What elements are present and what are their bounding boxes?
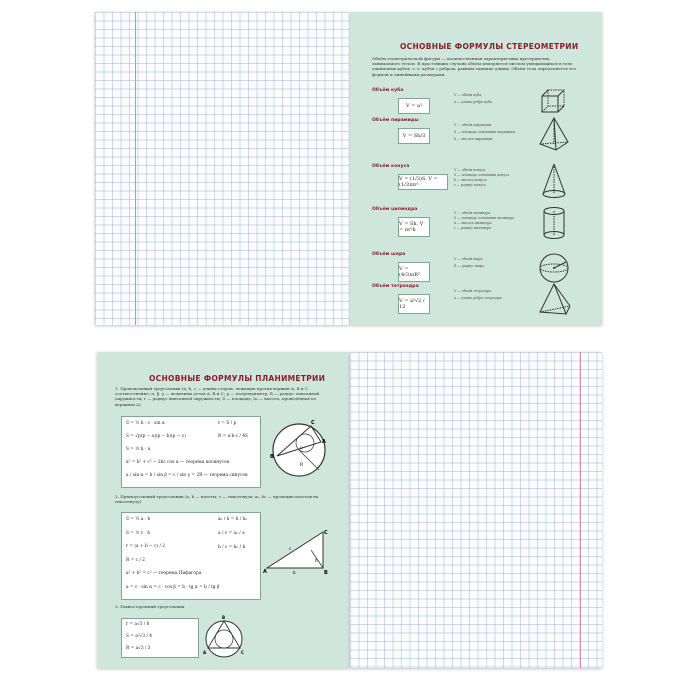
section-heading: Объём пирамиды xyxy=(372,118,419,123)
page-title: ОСНОВНЫЕ ФОРМУЛЫ СТЕРЕОМЕТРИИ xyxy=(400,42,579,51)
svg-text:A: A xyxy=(203,650,207,655)
formula-box: V = (1/3)S, V = (1/3)πr² xyxy=(398,174,448,190)
formula-line: S = ½ b · c · sin α xyxy=(126,421,165,426)
triangle-circumcircle-figure xyxy=(267,416,327,480)
equilateral-triangle-figure xyxy=(201,614,247,660)
formula-line: r = a√3 / 6 xyxy=(126,622,150,627)
section-3-text: 3. Равносторонний треугольник xyxy=(115,604,185,609)
formula-description: V — объём пирамиды S — площадь основания пирамиды h — высота пирамиды xyxy=(454,123,516,141)
svg-text:R: R xyxy=(300,463,304,468)
formula-description: V — объём куба a — длина ребра куба xyxy=(454,93,493,104)
svg-text:C: C xyxy=(324,530,328,536)
formula-line: a² + b² = c² — теорема Пифагора xyxy=(126,571,202,576)
formula-line: a = c · sin α = c · cos β = b · tg α = b / tg β xyxy=(126,584,220,590)
notebook-page-grid-top-left xyxy=(95,12,349,325)
formula-box-3 xyxy=(121,618,199,658)
formula-line: S = ½ a · b xyxy=(126,517,151,522)
formula-box: V = a³√2 / 12 xyxy=(398,294,430,314)
stereometry-page xyxy=(350,12,602,325)
formula-line: S = √p(p − a)(p − b)(p − c) xyxy=(126,434,186,439)
svg-text:O: O xyxy=(300,446,303,450)
cylinder-icon xyxy=(536,205,572,241)
svg-text:A: A xyxy=(263,569,267,575)
svg-text:h: h xyxy=(315,558,318,563)
notebook-page-grid-bottom-right xyxy=(350,352,602,668)
svg-text:C: C xyxy=(241,650,244,655)
formula-line: R = a·b·c / 4S xyxy=(218,434,248,439)
planimetry-page xyxy=(97,352,349,668)
formula-box: V = a³ xyxy=(398,98,430,114)
section-heading: Объём цилиндра xyxy=(372,207,418,212)
section-heading: Объём конуса xyxy=(372,164,410,169)
formula-line: r = (a + b − c) / 2 xyxy=(126,544,166,549)
page-title: ОСНОВНЫЕ ФОРМУЛЫ ПЛАНИМЕТРИИ xyxy=(149,374,326,383)
margin-line xyxy=(580,352,581,668)
formula-line: a² = b² + c² − 2bc cos α — теорема косинусов xyxy=(126,460,230,465)
formula-box: V = Sh, V = πr²h xyxy=(398,217,430,237)
svg-text:C: C xyxy=(311,420,315,426)
formula-description: V — объём конуса S — площадь основания конуса h — высота конуса r — радиус конуса xyxy=(454,168,510,187)
svg-text:B: B xyxy=(324,570,328,576)
formula-box: V = Sh/3 xyxy=(398,128,430,144)
section-heading: Объём куба xyxy=(372,88,404,93)
section-heading: Объём шара xyxy=(372,252,406,257)
formula-line: R = a√3 / 3 xyxy=(126,646,151,651)
section-heading: Объём тетраэдра xyxy=(372,284,419,289)
pyramid-icon xyxy=(536,116,572,152)
intro-text: Объём геометрической фигуры — количественная характеристика пространства, занимаемого телом. В простейших случаях объём измеряется числом умещающихся в теле единичных кубов, т. е. кубов с ребром, равным единице длины. Объём тела определяется его формой и линейными размерами. xyxy=(372,56,576,77)
formula-line: a / c = aₙ / a xyxy=(218,531,245,536)
formula-line: S = a²√3 / 4 xyxy=(126,634,152,639)
svg-text:B: B xyxy=(270,454,274,460)
svg-text:A: A xyxy=(322,439,326,445)
right-triangle-figure xyxy=(263,528,331,576)
cone-icon xyxy=(536,162,572,198)
formula-box: V = (4/3)πR³ xyxy=(398,262,430,282)
formula-line: aₙ / h = h / bₙ xyxy=(218,517,248,522)
formula-box-2 xyxy=(121,512,261,600)
formula-line: S = ½ c · h xyxy=(126,530,151,536)
formula-line: b / c = bₙ / b xyxy=(218,545,246,550)
svg-text:b: b xyxy=(293,570,296,575)
formula-line: R = c / 2 xyxy=(126,557,145,563)
formula-description: V — объём тетраэдра a — длина ребра тетраэдра xyxy=(454,289,502,300)
svg-text:B: B xyxy=(222,615,226,620)
formula-line: r = S / p xyxy=(218,421,237,426)
svg-text:c: c xyxy=(289,546,292,551)
sphere-icon xyxy=(536,250,572,286)
formula-line: S = ½ h · a xyxy=(126,447,151,452)
tetrahedron-icon xyxy=(536,282,572,318)
formula-box-1 xyxy=(121,416,261,488)
margin-line xyxy=(135,12,136,325)
section-2-text: 2. Прямоугольный треугольник (a, b — катеты; c — гипотенуза; aₙ, bₙ — проекции катетов на гипотенузу) xyxy=(115,494,319,505)
formula-description: V — объём шара R — радиус шара xyxy=(454,257,485,268)
formula-description: V — объём цилиндра S — площадь основания цилиндра h — высота цилиндра r — радиус цилиндра xyxy=(454,211,515,230)
formula-line: a / sin α = b / sin β = c / sin γ = 2R — теорема синусов xyxy=(126,473,248,478)
section-1-text: 1. Произвольный треугольник (a, b, c — длины сторон, лежащих против вершин A, B и C соответственно; α, β, γ — величины углов A, B и C; p — полупериметр; R — радиус описанной окружности; r — радиус вписанной окружности; S — площадь; hₐ — высота, проведённая из вершины A) xyxy=(115,386,320,407)
